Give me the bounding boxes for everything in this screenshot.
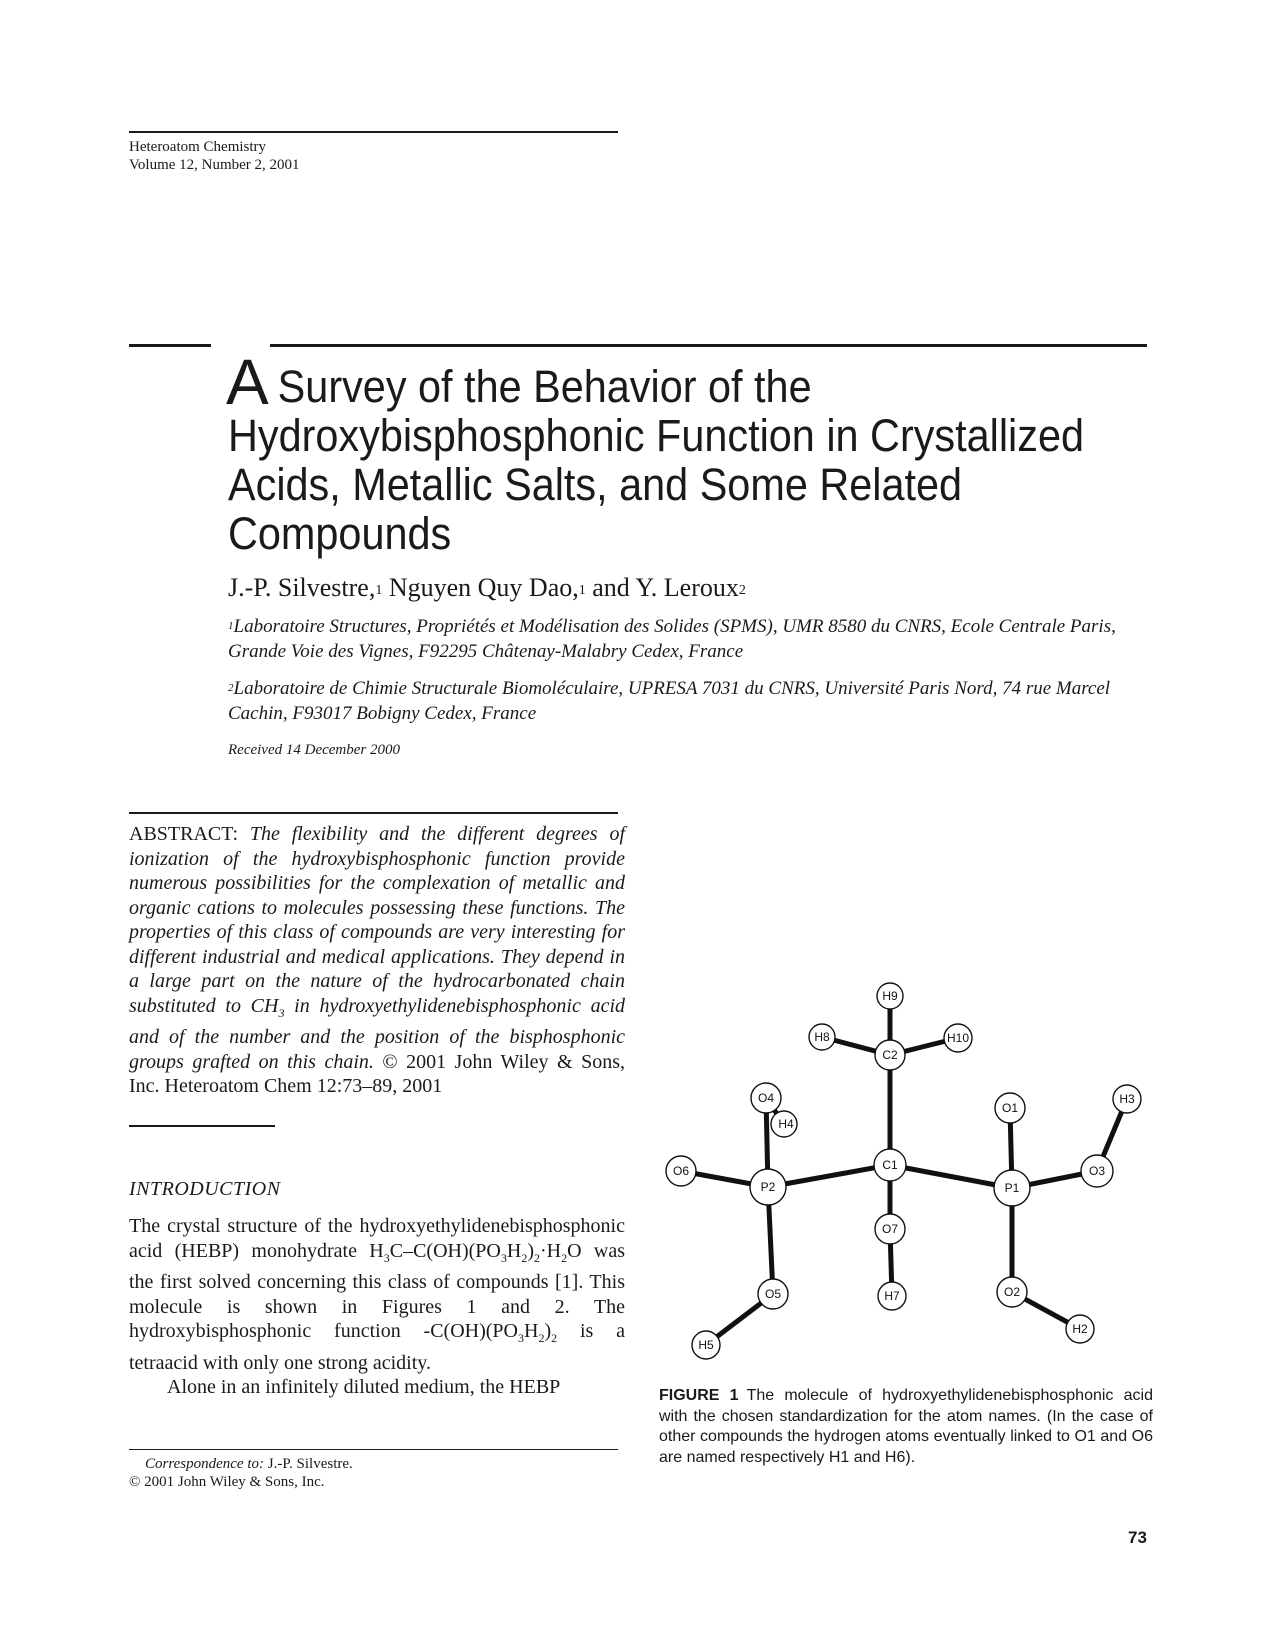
affiliation-1-sup: 1 [228,620,234,632]
author-list [228,573,746,603]
correspondence-footnote [129,1455,353,1491]
title-line-3: Acids, Metallic Salts, and Some Related [228,459,963,510]
abstract-rule-top [129,812,618,814]
atom-label: H8 [814,1030,830,1044]
atom-label: P1 [1004,1181,1020,1195]
atom-label: H10 [946,1031,970,1045]
atom-label: C2 [882,1048,898,1062]
abstract-heading: ABSTRACT: [129,823,239,845]
atom-label: H2 [1072,1322,1088,1336]
atoms [666,983,1141,1359]
intro-sub: 2 [521,1250,528,1265]
abstract-body-b: in hydroxyethylidenebisphosphonic acid and of the number and the position of the bisphosphonic groups grafted on this chain. [129,994,625,1073]
abstract-body-a: The flexibility and the different degrees of ionization of the hydroxybisphosphonic function provide numerous possibilities for the complexation of metallic and organic cations to molecules possessing these functions. The properties of this class of compounds are very interesting for different industrial and medical applications. They depend in a large part on the nature of the hydrocarbonated chain substituted to CH [129,823,626,1017]
intro-sub: 2 [551,1331,558,1345]
author-3-sup: 2 [738,583,746,598]
intro-p1-f: O was the first solved concerning this class of compounds [1]. This molecule is shown in Figures 1 and 2. The hydroxybisphosphonic function -C(OH)(PO [129,1239,625,1342]
abstract-copyright: © 2001 John Wiley & Sons, Inc. Heteroatom Chem 12:73–89, 2001 [129,1050,625,1097]
title-rule-left [129,344,211,347]
intro-p1-a: The crystal structure of the hydroxyethylidenebisphosphonic acid (HEBP) monohydrate H [129,1215,625,1262]
figure-1-caption-text: The molecule of hydroxyethylidenebisphosphonic acid with the chosen standardization for the atom names. (In the case of other compounds the hydrogen atoms eventually linked to O1 and O6 are named respectively H1 and H6). [659,1387,1153,1466]
intro-sub: 3 [383,1250,390,1265]
correspondence-name: J.-P. Silvestre. [264,1456,353,1472]
atom-label: O7 [881,1222,899,1236]
author-1-sup: 1 [375,583,383,598]
figure-1-label: FIGURE 1 [659,1387,739,1404]
intro-sub: 2 [534,1250,540,1265]
page-title [228,362,1111,558]
figure-1-caption [659,1386,1153,1468]
abstract-sub: 3 [278,1005,285,1020]
intro-paragraph-1 [129,1214,625,1375]
atom-label: O6 [672,1164,690,1178]
intro-sub: 3 [517,1331,524,1345]
intro-sub: 2 [538,1331,545,1345]
intro-p1-i: is a tetraacid with only one strong acidity. [129,1320,625,1374]
atom-label: O4 [757,1091,775,1105]
abstract-rule-bottom [129,1125,275,1127]
intro-sub: 2 [561,1250,568,1265]
intro-paragraph-2: Alone in an infinitely diluted medium, the HEBP [167,1376,561,1398]
affiliation-1-text: Laboratoire Structures, Propriétés et Modélisation des Solides (SPMS), UMR 8580 du CNRS, Ecole Centrale Paris, Grande Voie des Vignes, F92295 Châtenay-Malabry Cedex, France [228,616,1116,662]
atom-label: O5 [764,1287,782,1301]
affiliation-1 [228,614,1158,664]
author-2-sup: 1 [578,583,586,598]
title-line-1: Survey of the Behavior of the [277,361,812,412]
journal-name: Heteroatom Chemistry [129,139,267,155]
atom-label: C1 [882,1158,898,1172]
journal-volume: Volume 12, Number 2, 2001 [129,157,300,173]
intro-p1-d: ) [527,1239,534,1262]
author-3: and Y. Leroux [592,573,739,602]
title-line-2: Hydroxybisphosphonic Function in Crystallized [228,410,1085,461]
atom-label: O3 [1088,1164,1106,1178]
atom-label: O1 [1001,1101,1019,1115]
correspondence-label: Correspondence to: [145,1456,265,1472]
atom-label: H5 [698,1338,714,1352]
affiliation-2 [228,676,1158,726]
introduction-text [129,1214,625,1400]
affiliation-2-sup: 2 [228,682,234,694]
title-rule-right [270,344,1147,347]
received-date: Received 14 December 2000 [228,742,401,758]
abstract [129,822,625,1099]
intro-p1-b: C–C(OH)(PO [389,1239,501,1262]
atom-label: H9 [882,989,898,1003]
title-line-4: Compounds [228,508,452,559]
intro-p1-h: ) [544,1320,552,1342]
intro-p1-c: H [506,1239,522,1262]
footnote-rule [129,1449,618,1450]
section-heading-introduction: INTRODUCTION [129,1178,281,1200]
figure-1-molecule [650,960,1160,1360]
header-rule [129,131,618,133]
title-initial: A [226,346,269,418]
journal-header [129,138,300,174]
author-2: Nguyen Quy Dao, [388,573,579,602]
intro-p1-g: H [523,1320,539,1342]
intro-p1-e: ·H [540,1239,562,1262]
atom-label: H3 [1119,1092,1135,1106]
affiliation-2-text: Laboratoire de Chimie Structurale Biomoléculaire, UPRESA 7031 du CNRS, Université Paris Nord, 74 rue Marcel Cachin, F93017 Bobigny Cedex, France [228,678,1111,724]
atom-label: H4 [778,1117,794,1131]
correspondence-copyright: © 2001 John Wiley & Sons, Inc. [129,1474,325,1490]
page-number: 73 [1128,1528,1147,1547]
intro-sub: 3 [500,1250,507,1265]
atom-label: O2 [1003,1285,1021,1299]
atom-label: H7 [884,1289,900,1303]
author-1: J.-P. Silvestre, [228,573,376,602]
atom-label: P2 [760,1180,776,1194]
